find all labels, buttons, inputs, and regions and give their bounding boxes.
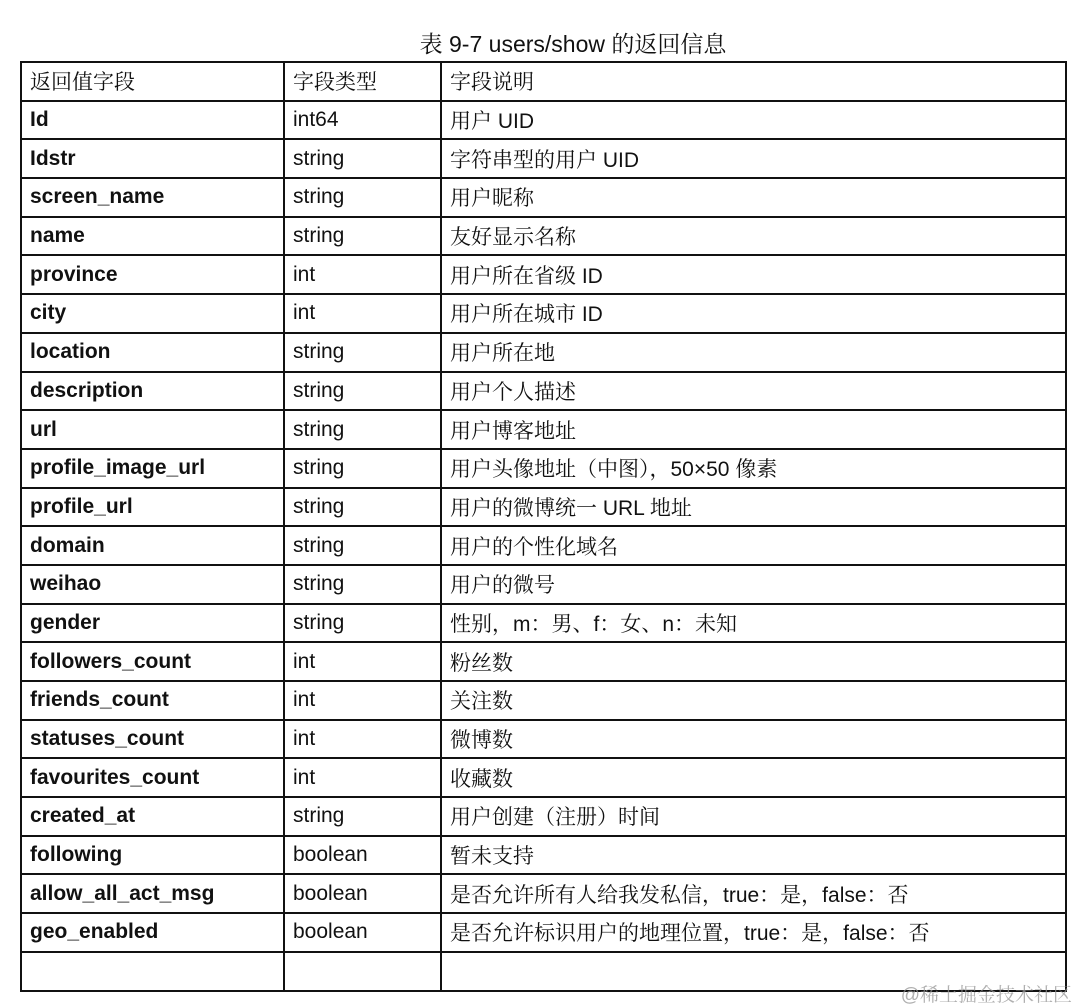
table-row: [21, 255, 1066, 294]
field-name: [21, 952, 284, 991]
table-row: [21, 488, 1066, 527]
table-row: [21, 372, 1066, 411]
field-description: 是否允许所有人给我发私信，true：是，false：否: [441, 874, 1066, 913]
field-name: profile_url: [21, 488, 284, 527]
field-description: 暂未支持: [441, 836, 1066, 875]
field-description: 微博数: [441, 720, 1066, 759]
field-name: geo_enabled: [21, 913, 284, 952]
field-description: 关注数: [441, 681, 1066, 720]
field-description: 字符串型的用户 UID: [441, 139, 1066, 178]
header-type: 字段类型: [284, 62, 441, 101]
field-description: 粉丝数: [441, 642, 1066, 681]
field-type: string: [284, 604, 441, 643]
field-name: profile_image_url: [21, 449, 284, 488]
field-description: 用户创建（注册）时间: [441, 797, 1066, 836]
field-type: string: [284, 139, 441, 178]
field-type: string: [284, 797, 441, 836]
table-row: [21, 294, 1066, 333]
field-type: int: [284, 642, 441, 681]
table-row: [21, 526, 1066, 565]
field-type: int64: [284, 101, 441, 140]
table-row: [21, 178, 1066, 217]
field-description: 用户的个性化域名: [441, 526, 1066, 565]
field-type: string: [284, 449, 441, 488]
table-row: [21, 681, 1066, 720]
field-type: [284, 952, 441, 991]
field-name: friends_count: [21, 681, 284, 720]
field-description: 性别，m：男、f：女、n：未知: [441, 604, 1066, 643]
table-row: [21, 565, 1066, 604]
field-name: followers_count: [21, 642, 284, 681]
header-description: 字段说明: [441, 62, 1066, 101]
field-description: 收藏数: [441, 758, 1066, 797]
field-description: 用户所在城市 ID: [441, 294, 1066, 333]
table-row: [21, 797, 1066, 836]
field-name: city: [21, 294, 284, 333]
table-row: [21, 874, 1066, 913]
table-row: [21, 139, 1066, 178]
field-type: int: [284, 681, 441, 720]
table-row: [21, 410, 1066, 449]
field-description: 友好显示名称: [441, 217, 1066, 256]
watermark: @稀土掘金技术社区: [900, 985, 1072, 1006]
field-name: allow_all_act_msg: [21, 874, 284, 913]
field-name: gender: [21, 604, 284, 643]
field-name: domain: [21, 526, 284, 565]
table-row: [21, 720, 1066, 759]
field-type: string: [284, 333, 441, 372]
field-name: weihao: [21, 565, 284, 604]
field-description: 用户所在地: [441, 333, 1066, 372]
table-caption: 表 9-7 users/show 的返回信息: [419, 31, 727, 57]
field-type: int: [284, 758, 441, 797]
field-description: 用户所在省级 ID: [441, 255, 1066, 294]
field-name: Id: [21, 101, 284, 140]
field-name: province: [21, 255, 284, 294]
field-type: int: [284, 255, 441, 294]
header-field: 返回值字段: [21, 62, 284, 101]
table-header-row: [21, 62, 1066, 101]
field-description: 用户的微博统一 URL 地址: [441, 488, 1066, 527]
field-name: screen_name: [21, 178, 284, 217]
table-row: [21, 758, 1066, 797]
field-type: boolean: [284, 913, 441, 952]
return-fields-table: [20, 61, 1067, 992]
field-name: location: [21, 333, 284, 372]
field-type: int: [284, 294, 441, 333]
field-description: 用户昵称: [441, 178, 1066, 217]
field-type: string: [284, 410, 441, 449]
table-row: [21, 217, 1066, 256]
field-type: string: [284, 217, 441, 256]
field-type: string: [284, 178, 441, 217]
field-name: Idstr: [21, 139, 284, 178]
field-type: int: [284, 720, 441, 759]
field-name: name: [21, 217, 284, 256]
field-description: 用户博客地址: [441, 410, 1066, 449]
field-name: favourites_count: [21, 758, 284, 797]
table-row: [21, 604, 1066, 643]
field-name: created_at: [21, 797, 284, 836]
field-name: statuses_count: [21, 720, 284, 759]
field-type: string: [284, 526, 441, 565]
table-row: [21, 836, 1066, 875]
field-description: 用户的微号: [441, 565, 1066, 604]
field-type: boolean: [284, 836, 441, 875]
field-description: 用户个人描述: [441, 372, 1066, 411]
field-name: following: [21, 836, 284, 875]
field-type: string: [284, 488, 441, 527]
table-row: [21, 101, 1066, 140]
table-row: [21, 449, 1066, 488]
field-type: string: [284, 565, 441, 604]
field-type: string: [284, 372, 441, 411]
field-description: 是否允许标识用户的地理位置，true：是，false：否: [441, 913, 1066, 952]
table-row: [21, 913, 1066, 952]
table-row: [21, 642, 1066, 681]
field-name: description: [21, 372, 284, 411]
table-row: [21, 333, 1066, 372]
field-type: boolean: [284, 874, 441, 913]
field-name: url: [21, 410, 284, 449]
field-description: 用户 UID: [441, 101, 1066, 140]
field-description: 用户头像地址（中图），50×50 像素: [441, 449, 1066, 488]
